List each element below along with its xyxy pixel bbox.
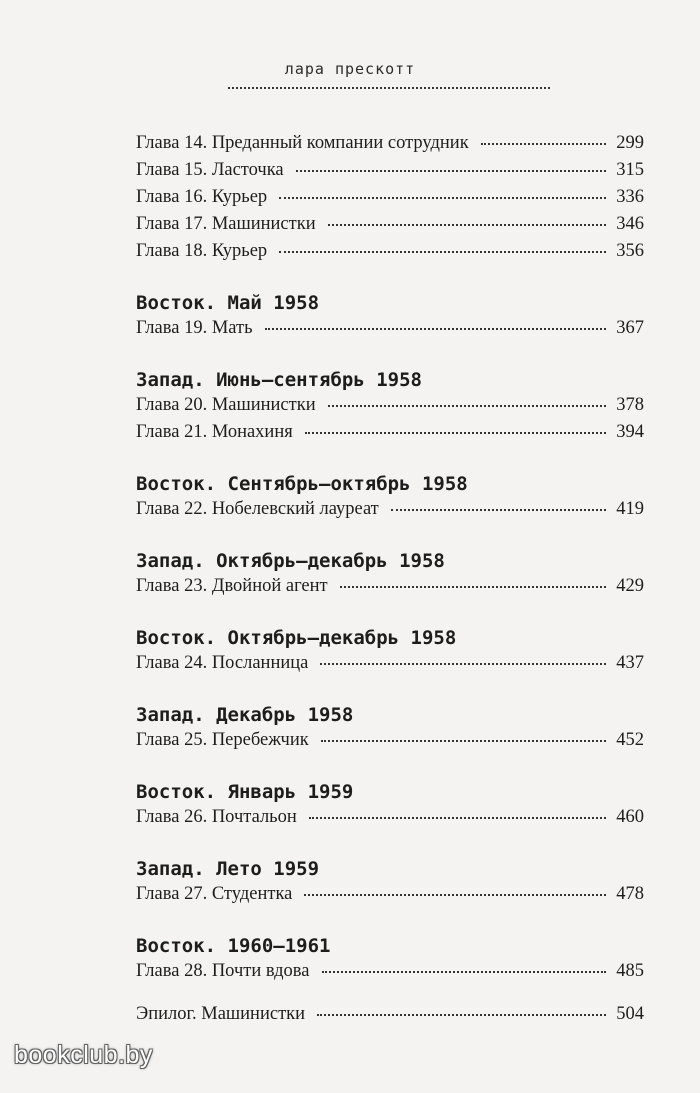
chapter-title: Глава 27. Студентка <box>136 884 293 904</box>
chapter-title: Глава 28. Почти вдова <box>136 961 310 981</box>
chapter-title: Глава 18. Курьер <box>136 241 268 261</box>
page-number: 336 <box>616 187 644 207</box>
toc-chapter-entry <box>136 214 644 241</box>
chapter-title: Глава 26. Почтальон <box>136 807 297 827</box>
dot-leader <box>279 251 606 253</box>
dot-leader <box>317 1014 606 1016</box>
dot-leader <box>296 170 607 172</box>
dot-leader <box>265 328 607 330</box>
toc-section-heading: Восток. 1960–1961 <box>136 935 331 957</box>
dot-leader <box>328 405 607 407</box>
running-head-dotted-rule <box>228 87 550 89</box>
dot-leader <box>322 971 607 973</box>
toc-section-heading: Восток. Сентябрь–октябрь 1958 <box>136 473 468 495</box>
page-number: 315 <box>616 160 644 180</box>
table-of-contents <box>136 133 644 1031</box>
toc-chapter-entry <box>136 187 644 214</box>
dot-leader <box>305 432 607 434</box>
chapter-title: Глава 25. Перебежчик <box>136 730 309 750</box>
toc-chapter-entry <box>136 576 644 603</box>
toc-chapter-entry <box>136 422 644 449</box>
watermark-logo: bookclub.by <box>14 1041 153 1069</box>
page-number: 504 <box>616 1004 644 1024</box>
chapter-title: Глава 24. Посланница <box>136 653 309 673</box>
page-number: 346 <box>616 214 644 234</box>
toc-section-heading: Запад. Декабрь 1958 <box>136 704 354 726</box>
page-number: 485 <box>616 961 644 981</box>
chapter-title: Эпилог. Машинистки <box>136 1004 306 1024</box>
chapter-title: Глава 20. Машинистки <box>136 395 316 415</box>
page-number: 460 <box>616 807 644 827</box>
chapter-title: Глава 17. Машинистки <box>136 214 316 234</box>
toc-chapter-entry <box>136 133 644 160</box>
page-number: 437 <box>616 653 644 673</box>
toc-chapter-entry <box>136 395 644 422</box>
toc-chapter-entry <box>136 653 644 680</box>
running-head: лара прескотт <box>284 60 416 78</box>
page-number: 356 <box>616 241 644 261</box>
dot-leader <box>321 740 606 742</box>
toc-section-heading: Запад. Лето 1959 <box>136 858 320 880</box>
dot-leader <box>481 143 607 145</box>
toc-section-heading: Восток. Октябрь–декабрь 1958 <box>136 627 457 649</box>
toc-chapter-entry <box>136 807 644 834</box>
toc-section-heading: Запад. Июнь–сентябрь 1958 <box>136 369 422 391</box>
toc-chapter-entry <box>136 499 644 526</box>
page-number: 394 <box>616 422 644 442</box>
toc-chapter-entry <box>136 961 644 988</box>
chapter-title: Глава 15. Ласточка <box>136 160 284 180</box>
dot-leader <box>328 224 607 226</box>
page-number: 367 <box>616 318 644 338</box>
dot-leader <box>279 197 606 199</box>
dot-leader <box>320 663 606 665</box>
dot-leader <box>391 509 606 511</box>
chapter-title: Глава 14. Преданный компании сотрудник <box>136 133 469 153</box>
page-number: 419 <box>616 499 644 519</box>
page-number: 299 <box>616 133 644 153</box>
chapter-title: Глава 19. Мать <box>136 318 253 338</box>
page-number: 378 <box>616 395 644 415</box>
page-number: 429 <box>616 576 644 596</box>
dot-leader <box>340 586 607 588</box>
toc-chapter-entry <box>136 318 644 345</box>
toc-epilogue-entry <box>136 1004 644 1031</box>
toc-section-heading: Восток. Январь 1959 <box>136 781 354 803</box>
chapter-title: Глава 16. Курьер <box>136 187 268 207</box>
chapter-title: Глава 21. Монахиня <box>136 422 293 442</box>
dot-leader <box>309 817 606 819</box>
toc-chapter-entry <box>136 730 644 757</box>
toc-chapter-entry <box>136 241 644 268</box>
page-number: 452 <box>616 730 644 750</box>
dot-leader <box>304 894 606 896</box>
toc-section-heading: Восток. Май 1958 <box>136 292 320 314</box>
page-number: 478 <box>616 884 644 904</box>
chapter-title: Глава 23. Двойной агент <box>136 576 328 596</box>
toc-chapter-entry <box>136 884 644 911</box>
toc-chapter-entry <box>136 160 644 187</box>
toc-section-heading: Запад. Октябрь–декабрь 1958 <box>136 550 445 572</box>
chapter-title: Глава 22. Нобелевский лауреат <box>136 499 379 519</box>
